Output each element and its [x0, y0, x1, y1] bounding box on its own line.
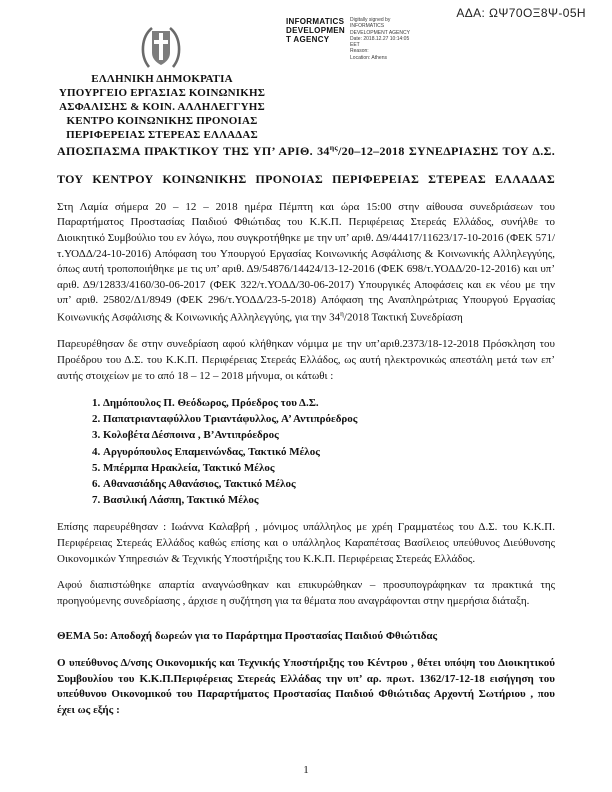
signature-detail-line: INFORMATICS: [350, 23, 385, 30]
title-superscript: ης: [329, 143, 339, 152]
title-line-2: ΤΟΥ ΚΕΝΤΡΟΥ ΚΟΙΝΩΝΙΚΗΣ ΠΡΟΝΟΙΑΣ ΠΕΡΙΦΕΡΕΙΑΣ ΣΤΕΡΕΑΣ ΕΛΛΑΔΑΣ: [57, 172, 555, 187]
ministry-header-line: ΕΛΛΗΝΙΚΗ ΔΗΜΟΚΡΑΤΙΑ: [91, 73, 233, 85]
paragraph-theme-intro: Ο υπεύθυνος Δ/νσης Οικονομικής και Τεχνικής Υποστήριξης του Κέντρου , θέτει υπόψη του Διοικητικού Συμβουλίου του Κ.Κ.Π.Περιφέρειας Στερεάς Ελλάδας την υπ’ αρ. πρωτ. 1362/17-12-18 εισήγηση του υπεύθυνου Οικονομικού του Παραρτήματος Προστασίας Παιδιού Φθιώτιδας Αρχοντή Σωτήριου , που έχει ως εξής :: [57, 657, 555, 716]
digital-signature-stamp: [286, 17, 410, 61]
member-item: 4. Αργυρόπουλος Επαμεινώνδας, Τακτικό Μέλος: [103, 445, 555, 460]
page-number: 1: [303, 764, 309, 776]
signature-detail-line: EET: [350, 42, 360, 48]
agency-line: DEVELOPMEN: [286, 26, 346, 36]
title-text: ΑΠΟΣΠΑΣΜΑ ΠΡΑΚΤΙΚΟΥ ΤΗΣ ΥΠ’ ΑΡΙΘ. 34: [57, 144, 330, 158]
document-body: [57, 142, 555, 729]
member-item: 3. Κολοβέτα Δέσποινα , Β’Αντιπρόεδρος: [103, 428, 555, 443]
ministry-header-line: ΠΕΡΙΦΕΡΕΙΑΣ ΣΤΕΡΕΑΣ ΕΛΛΑΔΑΣ: [66, 129, 258, 142]
paragraph-also-present: Επίσης παρευρέθησαν : Ιωάννα Καλαβρή , μόνιμος υπάλληλος με χρέη Γραμματέως του Δ.Σ. του Κ.Κ.Π. Περιφέρειας Στερεάς Ελλάδος καθώς επίσης και ο υπάλληλος Καραπέτσας Βασίλειος υπεύθυνος Διεύθυνσης Οικονομικών Υπηρεσιών & Τεχνικής Υποστήριξης του Κ.Κ.Π. Περιφέρειας Στερεάς Ελλάδος.: [57, 521, 555, 565]
ministry-header-line: ΚΕΝΤΡΟ ΚΟΙΝΩΝΙΚΗΣ ΠΡΟΝΟΙΑΣ: [66, 115, 258, 128]
member-item: 6. Αθανασιάδης Αθανάσιος, Τακτικό Μέλος: [103, 477, 555, 492]
ministry-header-line: ΥΠΟΥΡΓΕΙΟ ΕΡΓΑΣΙΑΣ ΚΟΙΝΩΝΙΚΗΣ: [58, 87, 266, 100]
paragraph-quorum: Αφού διαπιστώθηκε απαρτία αναγνώσθηκαν και επικυρώθηκαν – προσυπογράφηκαν τα πρακτικά της προηγούμενης συνεδρίασης , άρχισε η συζήτηση για τα θέματα που αναγράφονται στην ημερήσια διάταξη.: [57, 579, 555, 607]
signature-detail-line: Date: 2018.12.27 10:14:05: [350, 35, 410, 42]
title-text: /20–12–2018 ΣΥΝΕΔΡΙΑΣΗΣ ΤΟΥ Δ.Σ.: [338, 144, 556, 158]
ministry-header-line: ΑΣΦΑΛΙΣΗΣ & ΚΟΙΝ. ΑΛΛΗΛΕΓΓΥΗΣ: [59, 101, 265, 114]
member-item: 5. Μπέρμπα Ηρακλεία, Τακτικό Μέλος: [103, 461, 555, 476]
signature-detail-line: DEVELOPMENT AGENCY: [350, 29, 410, 36]
agency-line: T AGENCY: [286, 35, 330, 45]
ministry-header: [44, 72, 280, 142]
signature-agency-name: [286, 17, 345, 45]
paragraph-session-intro: [57, 200, 555, 327]
signature-detail-line: Location: Athens: [350, 54, 387, 61]
member-item: 2. Παπατριανταφύλλου Τριαντάφυλλος, Α’ Αντιπρόεδρος: [103, 412, 555, 427]
signature-detail-line: Reason:: [350, 48, 369, 55]
agency-line: INFORMATICS: [286, 17, 345, 26]
paragraph-text: Στη Λαμία σήμερα 20 – 12 – 2018 ημέρα Πέμπτη και ώρα 15:00 στην αίθουσα συνεδριάσεων του Παραρτήματος Προστασίας Παιδιού Φθιώτιδας του Κ.Κ.Π. Περιφέρειας Στερεάς Ελλάδος, συνήλθε το Διοικητικό Συμβούλιο του εν λόγω, που συγκροτήθηκε με την υπ’ αριθ. Δ9/44417/11623/17-10-2016 (ΦΕΚ 571/τ.ΥΟΔΔ/24-10-2016) Απόφαση του Υπουργού Εργασίας Κοινωνικής Ασφάλισης & Κοινωνικής Αλληλεγγύης, όπως αυτή τροποποιήθηκε με τις υπ’ αριθ. Δ9/54876/14424/13-12-2016 (ΦΕΚ 698/τ.ΥΟΔΔ/20-12-2016) και υπ’ αριθ. Δ9/12833/4160/30-06-2017 (ΦΕΚ 322/τ.ΥΟΔΔ/30-06-2017) Υπουργικές Αποφάσεις και εκ νέου με την υπ’ αριθ. 25802/Δ1/8949 (ΦΕΚ 296/τ.ΥΟΔΔ/23-5-2018) Απόφαση της Αναπληρώτριας Υπουργού Εργασίας Κοινωνικής Ασφάλισης & Κοινωνικής Αλληλεγγύης, για την 34: [57, 200, 555, 324]
member-item: 1. Δημόπουλος Π. Θεόδωρος, Πρόεδρος του Δ.Σ.: [103, 396, 555, 411]
member-item: 7. Βασιλική Λάσπη, Τακτικό Μέλος: [103, 493, 555, 508]
ada-code: ΑΔΑ: ΩΨ70ΟΞ8Ψ-05Η: [456, 6, 586, 20]
signature-detail-line: Digitally signed by: [350, 17, 391, 23]
members-list: [57, 396, 555, 508]
theme-heading: ΘΕΜΑ 5ο: Αποδοχή δωρεών για το Παράρτημα Προστασίας Παιδιού Φθιώτιδας: [57, 630, 438, 643]
paragraph-superscript: η: [340, 310, 344, 319]
signature-details: [350, 17, 410, 61]
paragraph-attendance: Παρευρέθησαν δε στην συνεδρίαση αφού κλήθηκαν νόμιμα με την υπ’αριθ.2373/18-12-2018 Πρόσκληση του Προέδρου του Δ.Σ. του Κ.Κ.Π. Περιφέρειας Στερεάς Ελλάδος, ως αυτή ηλεκτρονικώς απεστάλη μετά των επ’ αυτής στοιχείων με το από 18 – 12 – 2018 μήνυμα, οι κάτωθι :: [57, 338, 555, 382]
greek-coat-of-arms-icon: [138, 24, 184, 77]
paragraph-text: /2018 Τακτική Συνεδρίαση: [343, 311, 463, 324]
title-line-1: [57, 142, 555, 160]
